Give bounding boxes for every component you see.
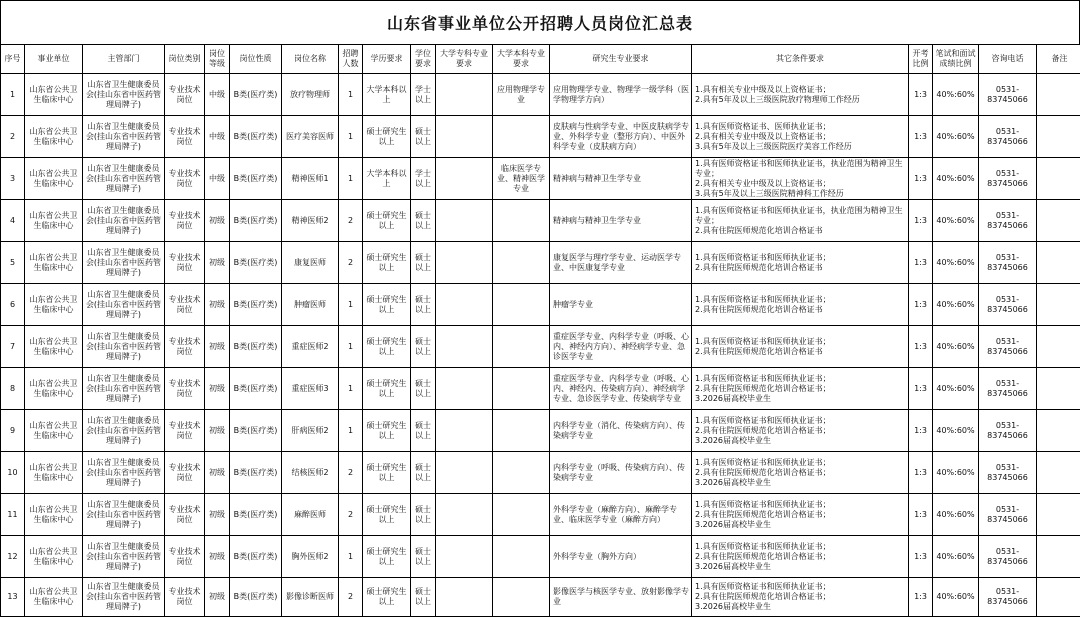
header-cell: 岗位等级: [205, 45, 230, 74]
positions-table: [0, 44, 1080, 617]
other-conditions-cell: 1.具有医师资格证书和医师执业证书，执业范围为精神卫生专业； 2.具有住院医师规范化培训合格证书: [692, 200, 909, 242]
score-ratio-cell: 40%:60%: [933, 74, 979, 116]
header-cell: 开考比例: [909, 45, 933, 74]
unit-cell: 山东省公共卫生临床中心: [25, 116, 83, 158]
other-conditions-cell: 1.具有医师资格证书和医师执业证书； 2.具有住院医师规范化培训合格证书: [692, 284, 909, 326]
remark-cell: [1037, 326, 1080, 368]
remark-cell: [1037, 158, 1080, 200]
bachelor-major-cell: [493, 116, 550, 158]
phone-cell: 0531-83745066: [979, 494, 1037, 536]
category-cell: 专业技术岗位: [165, 452, 205, 494]
college-major-cell: [436, 158, 493, 200]
college-major-cell: [436, 578, 493, 617]
position-name-cell: 医疗美容医师: [282, 116, 339, 158]
dept-cell: 山东省卫生健康委员会(挂山东省中医药管理局牌子): [83, 410, 165, 452]
education-cell: 硕士研究生以上: [363, 410, 411, 452]
table-body: [1, 74, 1080, 617]
header-cell: 主管部门: [83, 45, 165, 74]
college-major-cell: [436, 452, 493, 494]
bachelor-major-cell: 临床医学专业、精神医学专业: [493, 158, 550, 200]
unit-cell: 山东省公共卫生临床中心: [25, 494, 83, 536]
position-name-cell: 精神医师1: [282, 158, 339, 200]
table-header-row: [1, 45, 1080, 74]
degree-cell: 硕士以上: [411, 368, 436, 410]
education-cell: 硕士研究生以上: [363, 284, 411, 326]
other-conditions-cell: 1.具有医师资格证书和医师执业证书； 2.具有住院医师规范化培训合格证书； 3.2026届高校毕业生: [692, 578, 909, 617]
exam-ratio-cell: 1:3: [909, 158, 933, 200]
exam-ratio-cell: 1:3: [909, 494, 933, 536]
education-cell: 大学本科以上: [363, 158, 411, 200]
nature-cell: B类(医疗类): [230, 494, 282, 536]
score-ratio-cell: 40%:60%: [933, 200, 979, 242]
headcount-cell: 2: [339, 494, 363, 536]
college-major-cell: [436, 368, 493, 410]
other-conditions-cell: 1.具有医师资格证书和医师执业证书； 2.具有住院医师规范化培训合格证书； 3.2026届高校毕业生: [692, 368, 909, 410]
table-row: [1, 368, 1080, 410]
graduate-major-cell: 康复医学与理疗学专业、运动医学专业、中医康复学专业: [550, 242, 692, 284]
unit-cell: 山东省公共卫生临床中心: [25, 410, 83, 452]
nature-cell: B类(医疗类): [230, 74, 282, 116]
seq-cell: 2: [1, 116, 25, 158]
dept-cell: 山东省卫生健康委员会(挂山东省中医药管理局牌子): [83, 368, 165, 410]
bachelor-major-cell: [493, 452, 550, 494]
score-ratio-cell: 40%:60%: [933, 326, 979, 368]
seq-cell: 6: [1, 284, 25, 326]
position-name-cell: 精神医师2: [282, 200, 339, 242]
phone-cell: 0531-83745066: [979, 158, 1037, 200]
other-conditions-cell: 1.具有相关专业中级及以上资格证书； 2.具有5年及以上三级医院放疗物理师工作经历: [692, 74, 909, 116]
level-cell: 初级: [205, 368, 230, 410]
level-cell: 初级: [205, 284, 230, 326]
score-ratio-cell: 40%:60%: [933, 242, 979, 284]
dept-cell: 山东省卫生健康委员会(挂山东省中医药管理局牌子): [83, 242, 165, 284]
category-cell: 专业技术岗位: [165, 74, 205, 116]
exam-ratio-cell: 1:3: [909, 410, 933, 452]
nature-cell: B类(医疗类): [230, 200, 282, 242]
other-conditions-cell: 1.具有医师资格证书和医师执业证书； 2.具有住院医师规范化培训合格证书； 3.2026届高校毕业生: [692, 410, 909, 452]
nature-cell: B类(医疗类): [230, 326, 282, 368]
level-cell: 初级: [205, 494, 230, 536]
position-name-cell: 影像诊断医师: [282, 578, 339, 617]
header-cell: 其它条件要求: [692, 45, 909, 74]
exam-ratio-cell: 1:3: [909, 578, 933, 617]
remark-cell: [1037, 368, 1080, 410]
table-row: [1, 536, 1080, 578]
table-row: [1, 410, 1080, 452]
headcount-cell: 1: [339, 326, 363, 368]
nature-cell: B类(医疗类): [230, 116, 282, 158]
category-cell: 专业技术岗位: [165, 494, 205, 536]
category-cell: 专业技术岗位: [165, 158, 205, 200]
score-ratio-cell: 40%:60%: [933, 116, 979, 158]
header-cell: 学位要求: [411, 45, 436, 74]
headcount-cell: 1: [339, 410, 363, 452]
headcount-cell: 1: [339, 284, 363, 326]
dept-cell: 山东省卫生健康委员会(挂山东省中医药管理局牌子): [83, 578, 165, 617]
exam-ratio-cell: 1:3: [909, 326, 933, 368]
position-name-cell: 康复医师: [282, 242, 339, 284]
score-ratio-cell: 40%:60%: [933, 494, 979, 536]
other-conditions-cell: 1.具有医师资格证书和医师执业证书； 2.具有住院医师规范化培训合格证书； 3.2026届高校毕业生: [692, 494, 909, 536]
score-ratio-cell: 40%:60%: [933, 452, 979, 494]
bachelor-major-cell: [493, 242, 550, 284]
level-cell: 中级: [205, 116, 230, 158]
level-cell: 初级: [205, 242, 230, 284]
table-row: [1, 452, 1080, 494]
education-cell: 硕士研究生以上: [363, 368, 411, 410]
position-name-cell: 麻醉医师: [282, 494, 339, 536]
header-cell: 岗位性质: [230, 45, 282, 74]
nature-cell: B类(医疗类): [230, 158, 282, 200]
level-cell: 中级: [205, 158, 230, 200]
dept-cell: 山东省卫生健康委员会(挂山东省中医药管理局牌子): [83, 74, 165, 116]
headcount-cell: 2: [339, 200, 363, 242]
graduate-major-cell: 内科学专业（呼吸、传染病方向）、传染病学专业: [550, 452, 692, 494]
remark-cell: [1037, 452, 1080, 494]
nature-cell: B类(医疗类): [230, 452, 282, 494]
exam-ratio-cell: 1:3: [909, 536, 933, 578]
header-cell: 学历要求: [363, 45, 411, 74]
table-row: [1, 200, 1080, 242]
unit-cell: 山东省公共卫生临床中心: [25, 284, 83, 326]
other-conditions-cell: 1.具有医师资格证书和医师执业证书； 2.具有住院医师规范化培训合格证书: [692, 242, 909, 284]
degree-cell: 硕士以上: [411, 578, 436, 617]
page-title: 山东省事业单位公开招聘人员岗位汇总表: [386, 14, 693, 33]
position-name-cell: 结核医师2: [282, 452, 339, 494]
degree-cell: 硕士以上: [411, 200, 436, 242]
bachelor-major-cell: [493, 200, 550, 242]
dept-cell: 山东省卫生健康委员会(挂山东省中医药管理局牌子): [83, 284, 165, 326]
score-ratio-cell: 40%:60%: [933, 368, 979, 410]
bachelor-major-cell: [493, 410, 550, 452]
graduate-major-cell: 内科学专业（消化、传染病方向）、传染病学专业: [550, 410, 692, 452]
other-conditions-cell: 1.具有医师资格证书和医师执业证书； 2.具有住院医师规范化培训合格证书: [692, 326, 909, 368]
remark-cell: [1037, 284, 1080, 326]
category-cell: 专业技术岗位: [165, 200, 205, 242]
college-major-cell: [436, 536, 493, 578]
headcount-cell: 2: [339, 242, 363, 284]
education-cell: 硕士研究生以上: [363, 578, 411, 617]
graduate-major-cell: 肿瘤学专业: [550, 284, 692, 326]
unit-cell: 山东省公共卫生临床中心: [25, 242, 83, 284]
category-cell: 专业技术岗位: [165, 242, 205, 284]
level-cell: 初级: [205, 410, 230, 452]
dept-cell: 山东省卫生健康委员会(挂山东省中医药管理局牌子): [83, 158, 165, 200]
header-cell: 咨询电话: [979, 45, 1037, 74]
dept-cell: 山东省卫生健康委员会(挂山东省中医药管理局牌子): [83, 200, 165, 242]
exam-ratio-cell: 1:3: [909, 242, 933, 284]
bachelor-major-cell: [493, 326, 550, 368]
college-major-cell: [436, 242, 493, 284]
seq-cell: 8: [1, 368, 25, 410]
position-name-cell: 放疗物理师: [282, 74, 339, 116]
college-major-cell: [436, 494, 493, 536]
graduate-major-cell: 外科学专业（胸外方向）: [550, 536, 692, 578]
education-cell: 硕士研究生以上: [363, 494, 411, 536]
other-conditions-cell: 1.具有医师资格证书和医师执业证书； 2.具有住院医师规范化培训合格证书； 3.2026届高校毕业生: [692, 536, 909, 578]
degree-cell: 学士以上: [411, 74, 436, 116]
category-cell: 专业技术岗位: [165, 368, 205, 410]
education-cell: 硕士研究生以上: [363, 200, 411, 242]
position-name-cell: 重症医师2: [282, 326, 339, 368]
headcount-cell: 1: [339, 368, 363, 410]
phone-cell: 0531-83745066: [979, 536, 1037, 578]
header-cell: 大学本科专业要求: [493, 45, 550, 74]
unit-cell: 山东省公共卫生临床中心: [25, 536, 83, 578]
header-cell: 研究生专业要求: [550, 45, 692, 74]
phone-cell: 0531-83745066: [979, 200, 1037, 242]
other-conditions-cell: 1.具有医师资格证书和医师执业证书，执业范围为精神卫生专业； 2.具有相关专业中级及以上资格证书； 3.具有5年及以上三级医院精神科工作经历: [692, 158, 909, 200]
education-cell: 硕士研究生以上: [363, 452, 411, 494]
exam-ratio-cell: 1:3: [909, 452, 933, 494]
college-major-cell: [436, 74, 493, 116]
remark-cell: [1037, 494, 1080, 536]
position-name-cell: 重症医师3: [282, 368, 339, 410]
header-cell: 岗位类别: [165, 45, 205, 74]
header-cell: 岗位名称: [282, 45, 339, 74]
table-row: [1, 158, 1080, 200]
seq-cell: 10: [1, 452, 25, 494]
college-major-cell: [436, 326, 493, 368]
degree-cell: 硕士以上: [411, 536, 436, 578]
degree-cell: 硕士以上: [411, 284, 436, 326]
category-cell: 专业技术岗位: [165, 536, 205, 578]
seq-cell: 9: [1, 410, 25, 452]
table-row: [1, 494, 1080, 536]
education-cell: 硕士研究生以上: [363, 242, 411, 284]
header-cell: 序号: [1, 45, 25, 74]
dept-cell: 山东省卫生健康委员会(挂山东省中医药管理局牌子): [83, 116, 165, 158]
headcount-cell: 1: [339, 74, 363, 116]
level-cell: 初级: [205, 578, 230, 617]
unit-cell: 山东省公共卫生临床中心: [25, 158, 83, 200]
remark-cell: [1037, 536, 1080, 578]
seq-cell: 11: [1, 494, 25, 536]
seq-cell: 5: [1, 242, 25, 284]
category-cell: 专业技术岗位: [165, 284, 205, 326]
phone-cell: 0531-83745066: [979, 368, 1037, 410]
headcount-cell: 2: [339, 452, 363, 494]
degree-cell: 硕士以上: [411, 326, 436, 368]
remark-cell: [1037, 578, 1080, 617]
remark-cell: [1037, 242, 1080, 284]
college-major-cell: [436, 284, 493, 326]
score-ratio-cell: 40%:60%: [933, 410, 979, 452]
graduate-major-cell: 影像医学与核医学专业、放射影像学专业: [550, 578, 692, 617]
seq-cell: 1: [1, 74, 25, 116]
education-cell: 硕士研究生以上: [363, 116, 411, 158]
exam-ratio-cell: 1:3: [909, 74, 933, 116]
category-cell: 专业技术岗位: [165, 410, 205, 452]
graduate-major-cell: 应用物理学专业、物理学一级学科（医学物理学方向）: [550, 74, 692, 116]
category-cell: 专业技术岗位: [165, 116, 205, 158]
seq-cell: 12: [1, 536, 25, 578]
category-cell: 专业技术岗位: [165, 326, 205, 368]
remark-cell: [1037, 116, 1080, 158]
table-row: [1, 578, 1080, 617]
title-row: [0, 0, 1080, 44]
phone-cell: 0531-83745066: [979, 578, 1037, 617]
phone-cell: 0531-83745066: [979, 74, 1037, 116]
category-cell: 专业技术岗位: [165, 578, 205, 617]
score-ratio-cell: 40%:60%: [933, 158, 979, 200]
headcount-cell: 1: [339, 536, 363, 578]
graduate-major-cell: 重症医学专业、内科学专业（呼吸、心内、神经内、传染病方向）、神经病学专业、急诊医学专业、传染病学专业: [550, 368, 692, 410]
degree-cell: 硕士以上: [411, 452, 436, 494]
education-cell: 硕士研究生以上: [363, 326, 411, 368]
position-name-cell: 肿瘤医师: [282, 284, 339, 326]
nature-cell: B类(医疗类): [230, 368, 282, 410]
graduate-major-cell: 皮肤病与性病学专业、中医皮肤病学专业、外科学专业（整形方向）、中医外科学专业（皮肤病方向）: [550, 116, 692, 158]
table-row: [1, 284, 1080, 326]
college-major-cell: [436, 410, 493, 452]
score-ratio-cell: 40%:60%: [933, 284, 979, 326]
unit-cell: 山东省公共卫生临床中心: [25, 326, 83, 368]
phone-cell: 0531-83745066: [979, 326, 1037, 368]
unit-cell: 山东省公共卫生临床中心: [25, 74, 83, 116]
level-cell: 初级: [205, 536, 230, 578]
unit-cell: 山东省公共卫生临床中心: [25, 200, 83, 242]
education-cell: 硕士研究生以上: [363, 536, 411, 578]
exam-ratio-cell: 1:3: [909, 116, 933, 158]
unit-cell: 山东省公共卫生临床中心: [25, 368, 83, 410]
unit-cell: 山东省公共卫生临床中心: [25, 578, 83, 617]
bachelor-major-cell: 应用物理学专业: [493, 74, 550, 116]
degree-cell: 硕士以上: [411, 410, 436, 452]
phone-cell: 0531-83745066: [979, 284, 1037, 326]
nature-cell: B类(医疗类): [230, 410, 282, 452]
college-major-cell: [436, 116, 493, 158]
level-cell: 初级: [205, 452, 230, 494]
phone-cell: 0531-83745066: [979, 242, 1037, 284]
header-cell: 笔试和面试成绩比例: [933, 45, 979, 74]
seq-cell: 4: [1, 200, 25, 242]
level-cell: 初级: [205, 200, 230, 242]
dept-cell: 山东省卫生健康委员会(挂山东省中医药管理局牌子): [83, 452, 165, 494]
graduate-major-cell: 精神病与精神卫生学专业: [550, 158, 692, 200]
degree-cell: 学士以上: [411, 158, 436, 200]
dept-cell: 山东省卫生健康委员会(挂山东省中医药管理局牌子): [83, 494, 165, 536]
phone-cell: 0531-83745066: [979, 452, 1037, 494]
exam-ratio-cell: 1:3: [909, 368, 933, 410]
nature-cell: B类(医疗类): [230, 578, 282, 617]
remark-cell: [1037, 74, 1080, 116]
degree-cell: 硕士以上: [411, 494, 436, 536]
level-cell: 初级: [205, 326, 230, 368]
score-ratio-cell: 40%:60%: [933, 578, 979, 617]
phone-cell: 0531-83745066: [979, 410, 1037, 452]
headcount-cell: 1: [339, 116, 363, 158]
graduate-major-cell: 精神病与精神卫生学专业: [550, 200, 692, 242]
position-name-cell: 肝病医师2: [282, 410, 339, 452]
table-row: [1, 116, 1080, 158]
header-cell: 大学专科专业要求: [436, 45, 493, 74]
exam-ratio-cell: 1:3: [909, 200, 933, 242]
seq-cell: 3: [1, 158, 25, 200]
position-name-cell: 胸外医师2: [282, 536, 339, 578]
bachelor-major-cell: [493, 368, 550, 410]
bachelor-major-cell: [493, 494, 550, 536]
table-row: [1, 242, 1080, 284]
headcount-cell: 1: [339, 158, 363, 200]
level-cell: 中级: [205, 74, 230, 116]
header-cell: 事业单位: [25, 45, 83, 74]
degree-cell: 硕士以上: [411, 116, 436, 158]
nature-cell: B类(医疗类): [230, 536, 282, 578]
graduate-major-cell: 外科学专业（麻醉方向）、麻醉学专业、临床医学专业（麻醉方向）: [550, 494, 692, 536]
table-row: [1, 74, 1080, 116]
bachelor-major-cell: [493, 284, 550, 326]
dept-cell: 山东省卫生健康委员会(挂山东省中医药管理局牌子): [83, 326, 165, 368]
phone-cell: 0531-83745066: [979, 116, 1037, 158]
nature-cell: B类(医疗类): [230, 284, 282, 326]
remark-cell: [1037, 200, 1080, 242]
bachelor-major-cell: [493, 536, 550, 578]
seq-cell: 13: [1, 578, 25, 617]
header-cell: 招聘人数: [339, 45, 363, 74]
headcount-cell: 2: [339, 578, 363, 617]
header-cell: 备注: [1037, 45, 1080, 74]
graduate-major-cell: 重症医学专业、内科学专业（呼吸、心内、神经内方向）、神经病学专业、急诊医学专业: [550, 326, 692, 368]
nature-cell: B类(医疗类): [230, 242, 282, 284]
degree-cell: 硕士以上: [411, 242, 436, 284]
table-row: [1, 326, 1080, 368]
other-conditions-cell: 1.具有医师资格证书和医师执业证书； 2.具有住院医师规范化培训合格证书； 3.2026届高校毕业生: [692, 452, 909, 494]
college-major-cell: [436, 200, 493, 242]
score-ratio-cell: 40%:60%: [933, 536, 979, 578]
other-conditions-cell: 1.具有医师资格证书、医师执业证书； 2.具有相关专业中级及以上资格证书； 3.具有5年及以上三级医院医疗美容工作经历: [692, 116, 909, 158]
exam-ratio-cell: 1:3: [909, 284, 933, 326]
bachelor-major-cell: [493, 578, 550, 617]
unit-cell: 山东省公共卫生临床中心: [25, 452, 83, 494]
remark-cell: [1037, 410, 1080, 452]
education-cell: 大学本科以上: [363, 74, 411, 116]
dept-cell: 山东省卫生健康委员会(挂山东省中医药管理局牌子): [83, 536, 165, 578]
seq-cell: 7: [1, 326, 25, 368]
